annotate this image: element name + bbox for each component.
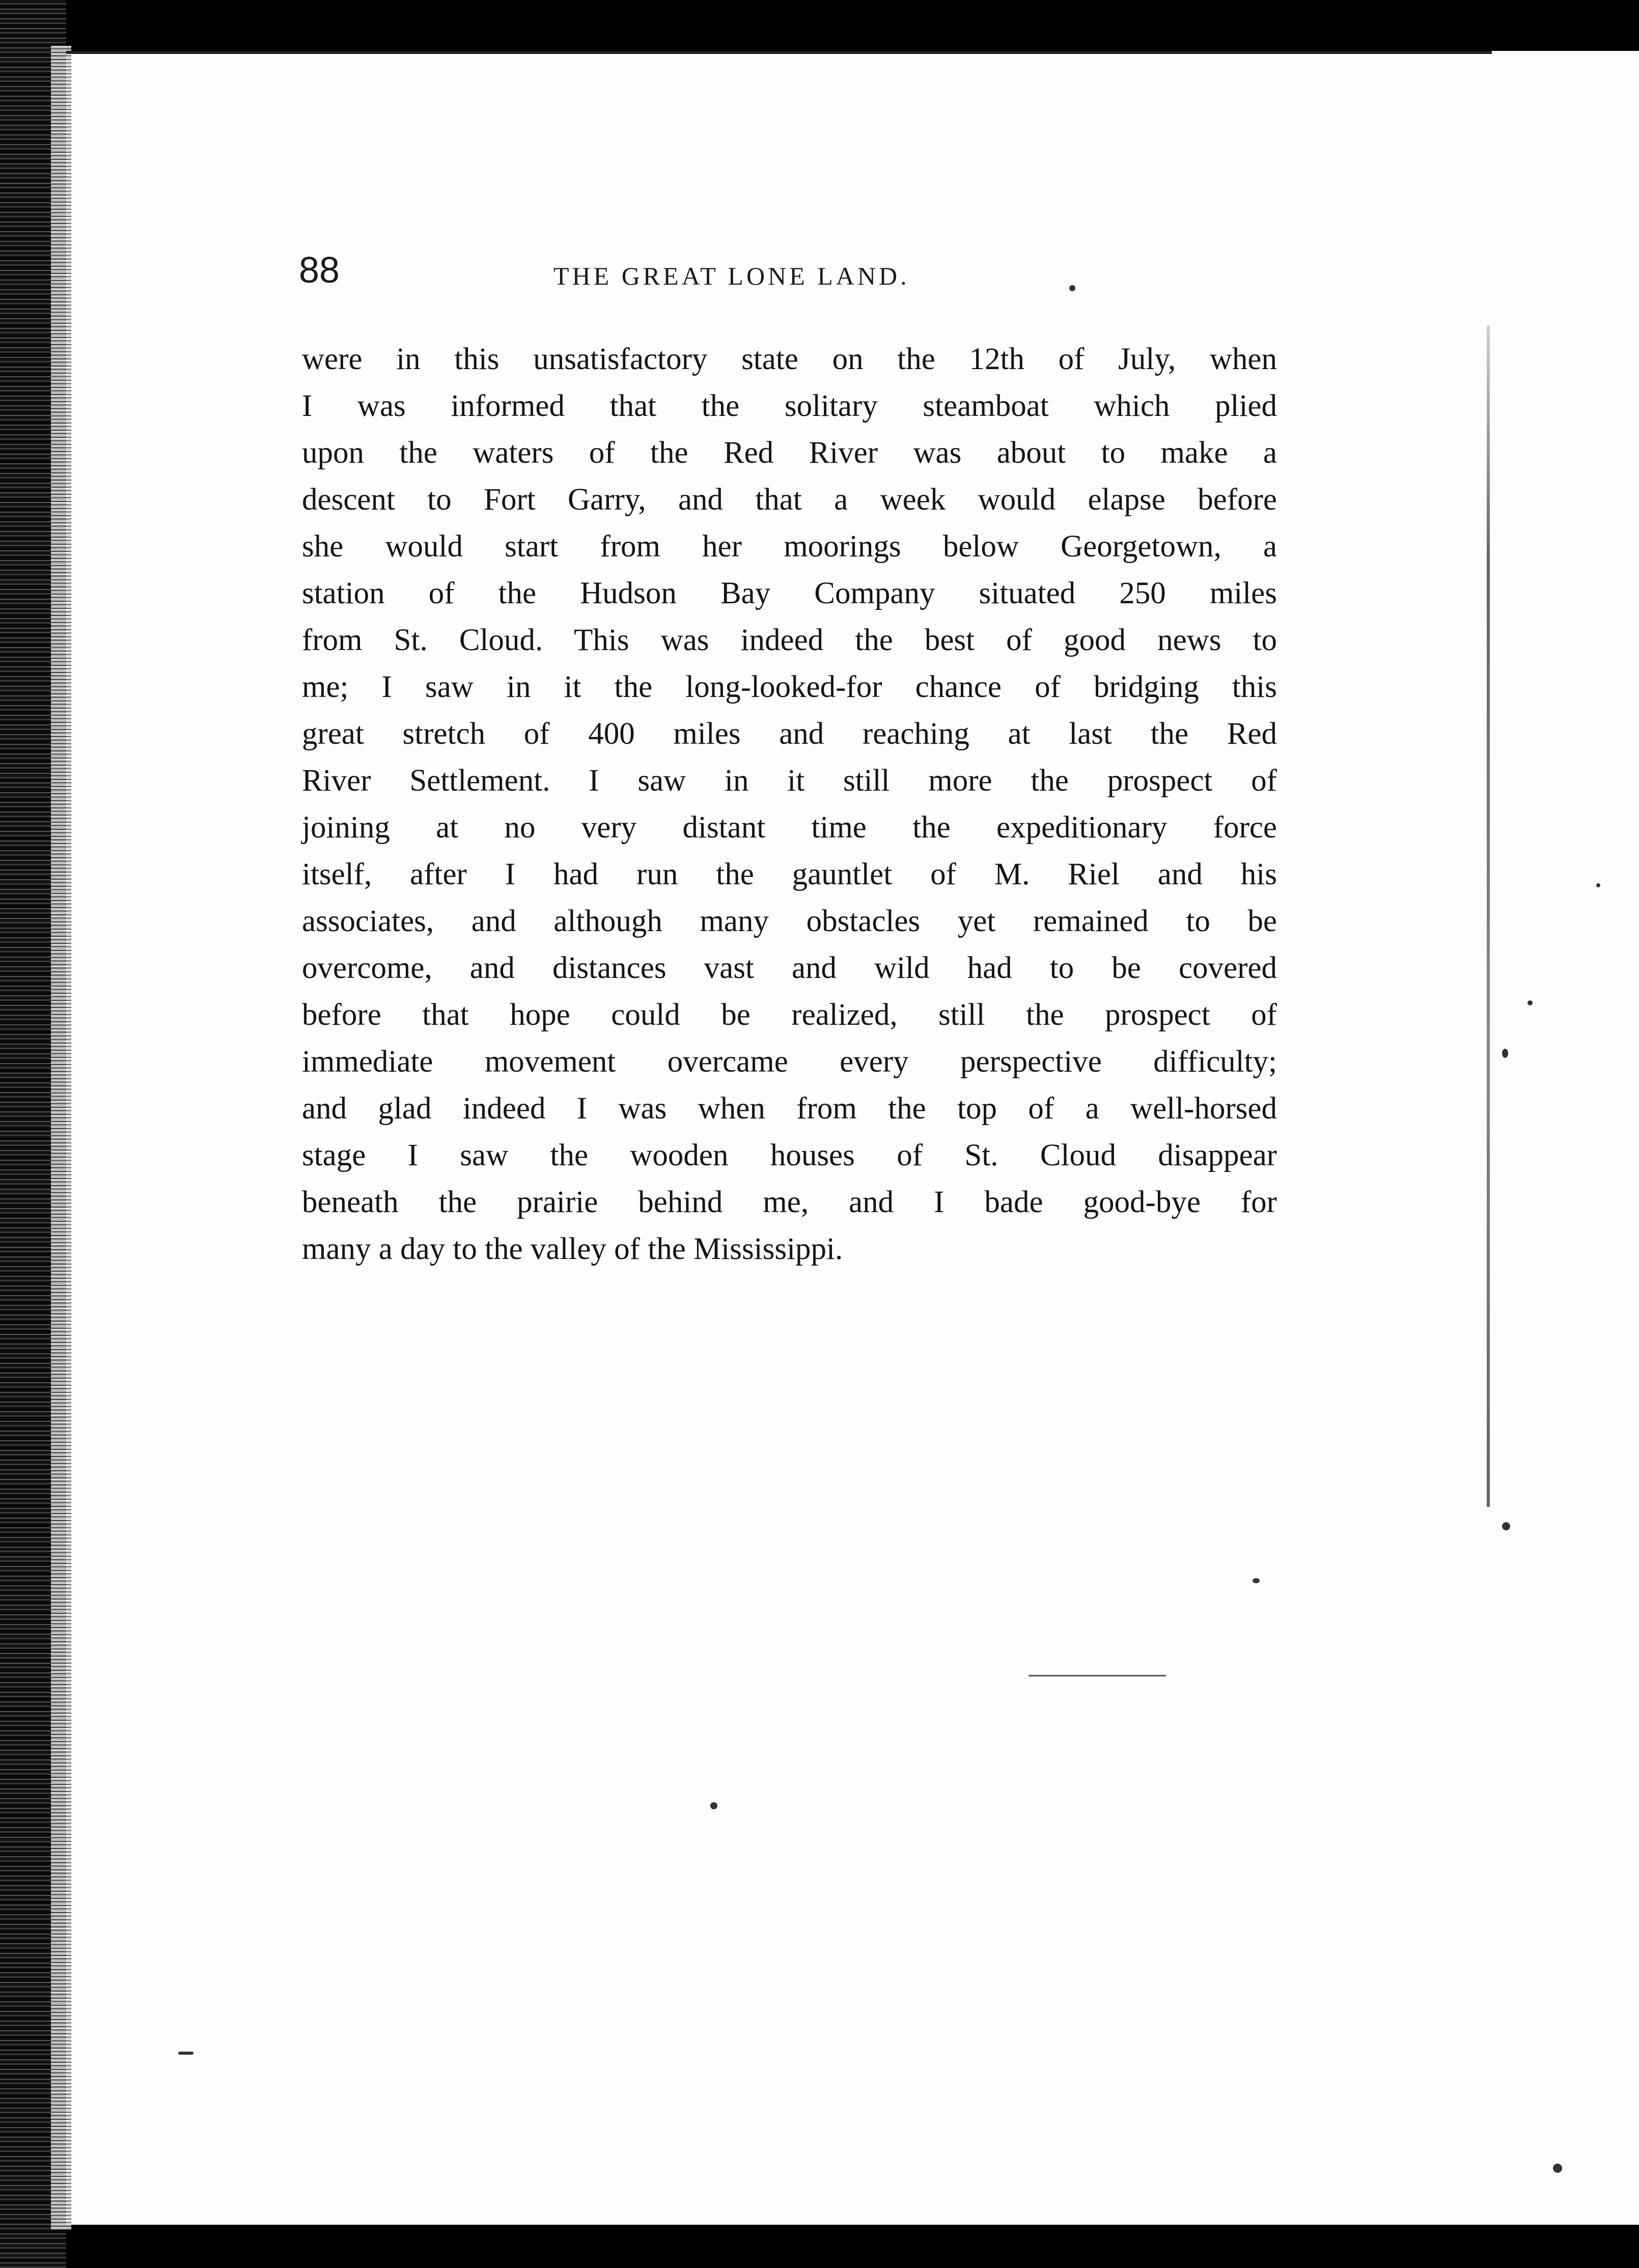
page-header <box>299 252 1276 313</box>
text-line: joining at no very distant time the expeditionary force <box>302 810 1277 845</box>
text-line: from St. Cloud. This was indeed the best of good news to <box>302 623 1277 657</box>
text-line: immediate movement overcame every perspective difficulty; <box>302 1045 1277 1079</box>
running-head: THE GREAT LONE LAND. <box>553 262 910 290</box>
ink-speck <box>1253 1578 1260 1583</box>
text-line: River Settlement. I saw in it still more the prospect of <box>302 764 1277 798</box>
text-line: many a day to the valley of the Mississippi. <box>302 1232 843 1266</box>
ink-speck <box>1553 2164 1562 2173</box>
text-line: station of the Hudson Bay Company situated 250 miles <box>302 576 1277 610</box>
ink-speck <box>1596 883 1600 887</box>
ink-speck <box>1502 1049 1508 1058</box>
text-line: before that hope could be realized, still the prospect of <box>302 998 1277 1032</box>
text-line: stage I saw the wooden houses of St. Cloud disappear <box>302 1138 1277 1172</box>
page-number: 88 <box>299 250 340 291</box>
text-line: itself, after I had run the gauntlet of M. Riel and his <box>302 857 1277 891</box>
text-line: she would start from her moorings below Georgetown, a <box>302 529 1277 564</box>
body-text <box>302 336 1277 1273</box>
ink-speck <box>1069 285 1075 291</box>
text-line: overcome, and distances vast and wild had to be covered <box>302 951 1277 985</box>
text-line: and glad indeed I was when from the top of a well-horsed <box>302 1091 1277 1126</box>
text-line: I was informed that the solitary steamboat which plied <box>302 389 1277 423</box>
page-edge <box>51 46 71 2230</box>
text-line: were in this unsatisfactory state on the 12th of July, when <box>302 342 1277 376</box>
page-crease <box>1487 326 1490 1507</box>
ink-speck <box>710 1802 717 1809</box>
text-line: associates, and although many obstacles yet remained to be <box>302 904 1277 938</box>
page-top-edge <box>66 51 1492 54</box>
text-line: me; I saw in it the long-looked-for chance of bridging this <box>302 670 1277 704</box>
smudge-line <box>1029 1675 1166 1676</box>
ink-speck <box>1502 1522 1510 1530</box>
ink-speck <box>178 2052 193 2055</box>
text-line: beneath the prairie behind me, and I bade good-bye for <box>302 1185 1277 1219</box>
ink-speck <box>1527 1000 1533 1005</box>
text-line: upon the waters of the Red River was about to make a <box>302 436 1277 470</box>
text-line: great stretch of 400 miles and reaching at last the Red <box>302 717 1277 751</box>
text-line: descent to Fort Garry, and that a week would elapse before <box>302 483 1277 517</box>
